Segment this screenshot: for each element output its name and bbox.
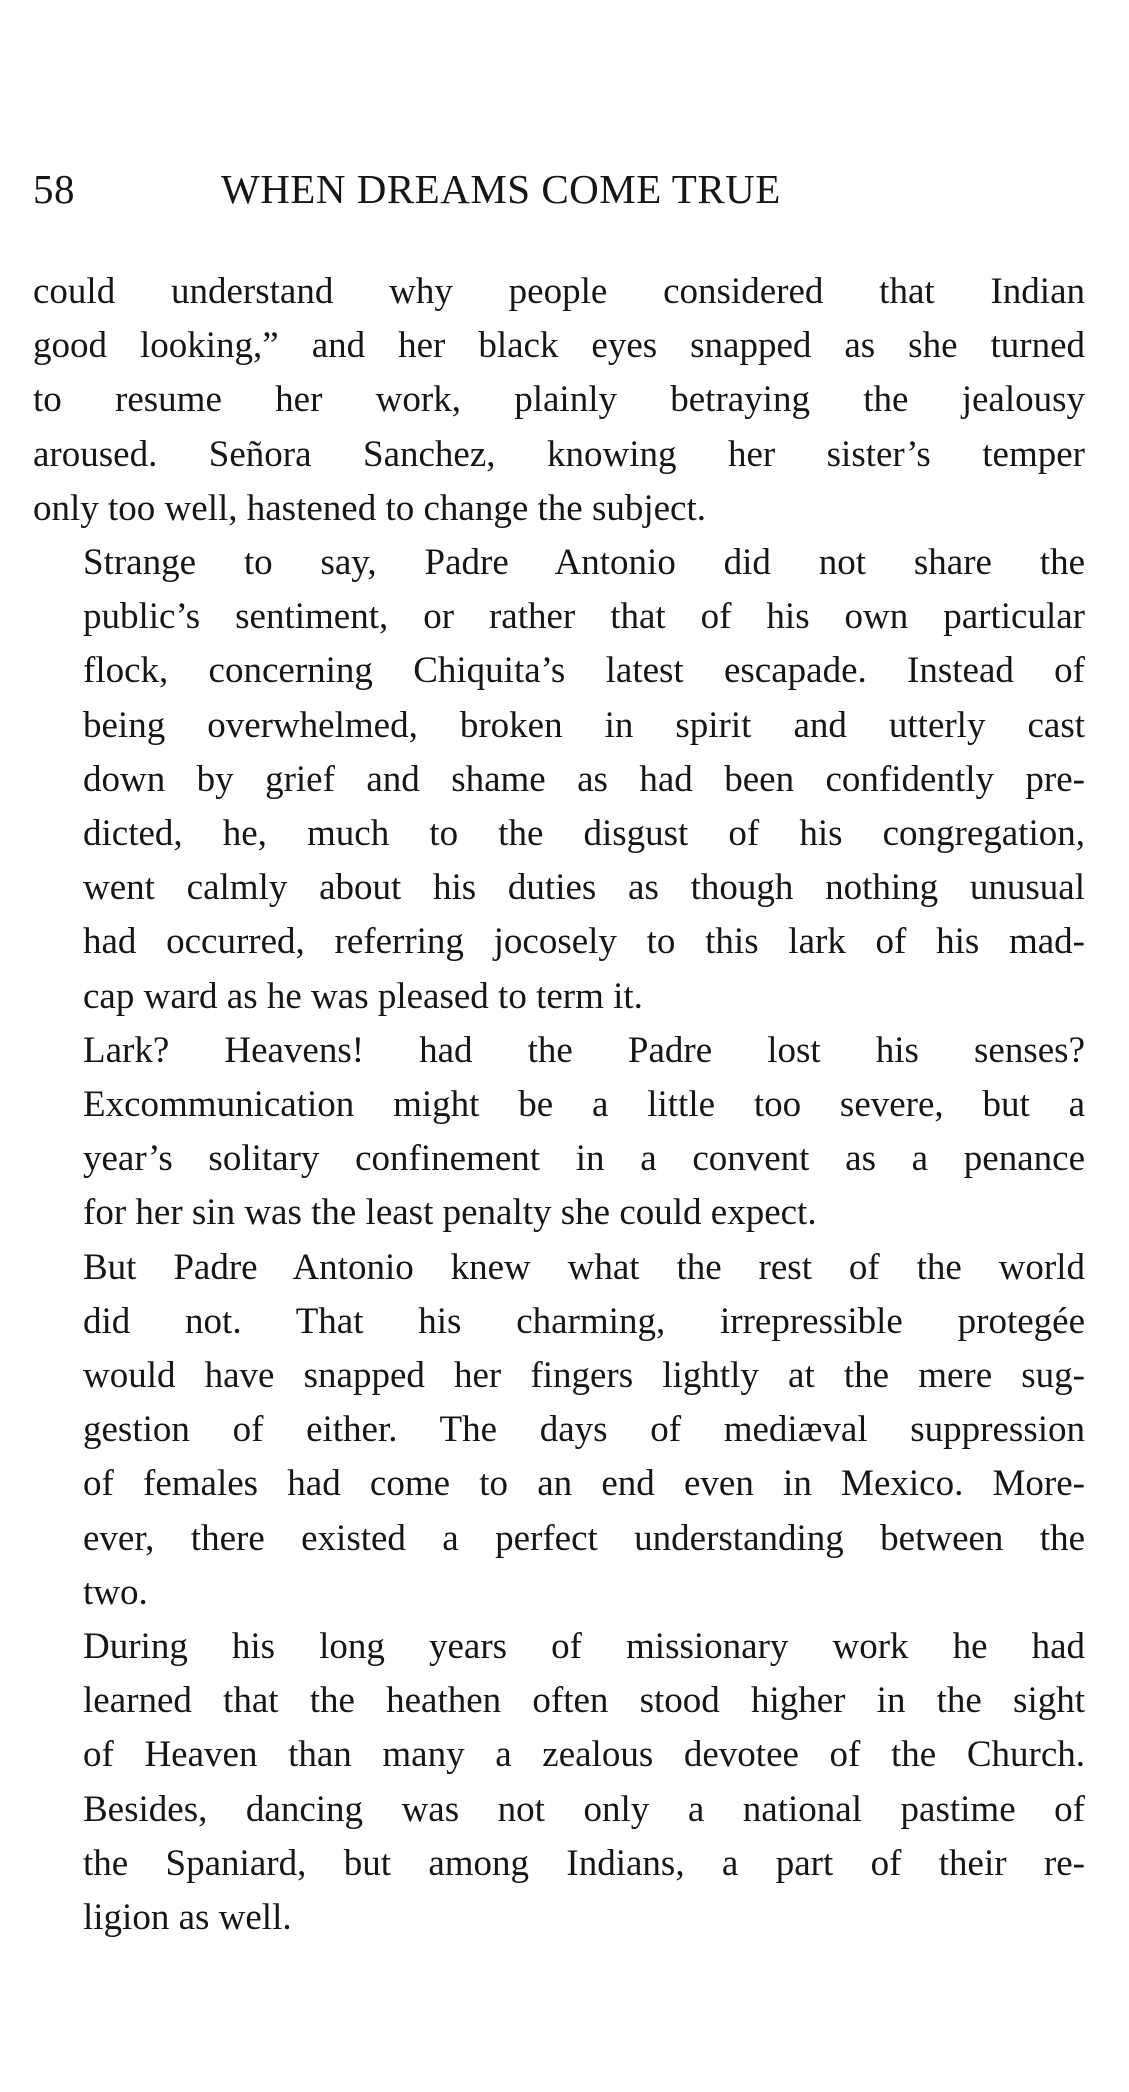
text-line: aroused. Señora Sanchez, knowing her sister’s temper [33, 433, 1085, 475]
text-line: could understand why people considered that Indian [33, 271, 1085, 312]
paragraph-3 [33, 1024, 1085, 1241]
text-line: the Spaniard, but among Indians, a part of their re- [83, 1842, 1085, 1884]
text-line: of females had come to an end even in Mexico. More- [83, 1463, 1085, 1505]
text-line: Lark? Heavens! had the Padre lost his senses? [83, 1029, 1085, 1071]
text-line: for her sin was the least penalty she could expect. [83, 1192, 817, 1234]
text-line: to resume her work, plainly betraying the jealousy [33, 379, 1085, 421]
text-line: gestion of either. The days of mediæval suppression [83, 1409, 1085, 1451]
text-line: During his long years of missionary work he had [83, 1626, 1085, 1668]
paragraph-2 [33, 536, 1085, 1024]
text-line: flock, concerning Chiquita’s latest escapade. Instead of [83, 650, 1085, 692]
text-line: learned that the heathen often stood higher in the sight [83, 1680, 1085, 1722]
paragraph-1 [33, 265, 1085, 536]
text-line: year’s solitary confinement in a convent as a penance [83, 1138, 1085, 1180]
text-line: down by grief and shame as had been confidently pre- [83, 758, 1085, 800]
text-line: public’s sentiment, or rather that of his own particular [83, 596, 1085, 638]
text-line: ligion as well. [83, 1897, 292, 1939]
book-page [33, 165, 1085, 1945]
text-line: cap ward as he was pleased to term it. [83, 975, 643, 1017]
text-line: Besides, dancing was not only a national pastime of [83, 1788, 1085, 1830]
text-line: would have snapped her fingers lightly at the mere sug- [83, 1355, 1085, 1397]
text-line: Excommunication might be a little too severe, but a [83, 1084, 1085, 1126]
page-number: 58 [33, 166, 75, 212]
text-line: went calmly about his duties as though nothing unusual [83, 867, 1085, 909]
paragraph-5 [33, 1620, 1085, 1945]
text-line: of Heaven than many a zealous devotee of the Church. [83, 1734, 1085, 1776]
text-line: did not. That his charming, irrepressible protegée [83, 1300, 1085, 1342]
text-line: two. [83, 1571, 148, 1613]
text-line: Strange to say, Padre Antonio did not share the [83, 542, 1085, 584]
running-title: WHEN DREAMS COME TRUE [221, 166, 781, 212]
body-text [33, 265, 1085, 1945]
text-line: good looking,” and her black eyes snapped as she turned [33, 325, 1085, 367]
text-line: only too well, hastened to change the subject. [33, 487, 707, 529]
paragraph-4 [33, 1241, 1085, 1620]
text-line: But Padre Antonio knew what the rest of the world [83, 1246, 1085, 1288]
text-line: dicted, he, much to the disgust of his congregation, [83, 813, 1085, 855]
running-head [33, 165, 1085, 225]
text-line: ever, there existed a perfect understanding between the [83, 1517, 1085, 1559]
text-line: being overwhelmed, broken in spirit and utterly cast [83, 704, 1085, 746]
text-line: had occurred, referring jocosely to this lark of his mad- [83, 921, 1085, 963]
